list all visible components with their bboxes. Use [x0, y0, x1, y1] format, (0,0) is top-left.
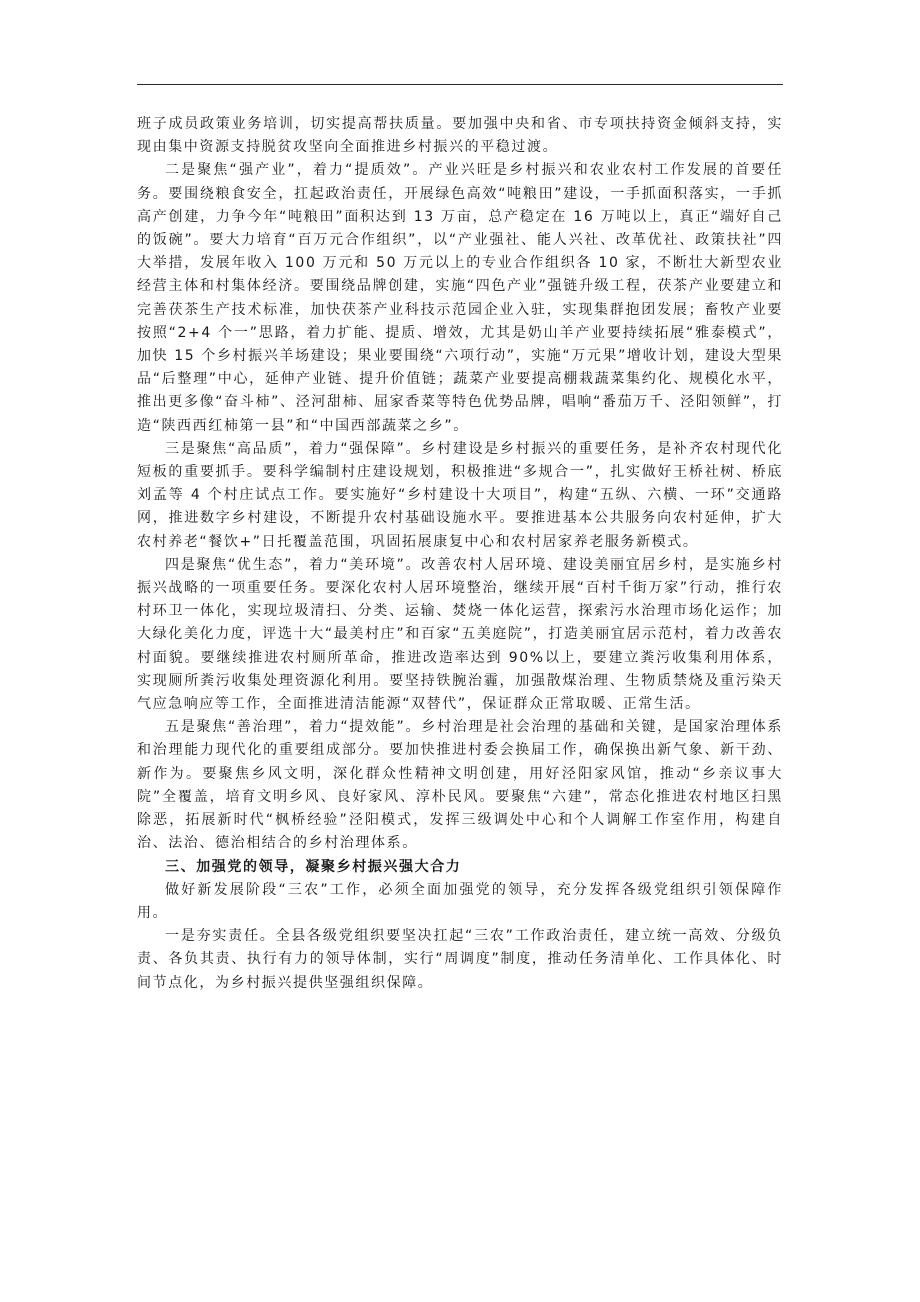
section-heading: 三、加强党的领导，凝聚乡村振兴强大合力 [165, 858, 462, 875]
document-body [137, 113, 783, 995]
header-rule [137, 84, 783, 85]
paragraph-intro: 做好新发展阶段“三农”工作，必须全面加强党的领导，充分发挥各级党组织引领保障作用。 [137, 881, 783, 921]
paragraph-continuation: 班子成员政策业务培训，切实提高帮扶质量。要加强中央和省、市专项扶持资金倾斜支持，实现由集中资源支持脱贫攻坚向全面推进乡村振兴的平稳过渡。 [137, 116, 783, 156]
paragraph-governance: 五是聚焦“善治理”，着力“提效能”。乡村治理是社会治理的基础和关键，是国家治理体系和治理能力现代化的重要组成部分。要加快推进村委会换届工作，确保换出新气象、新干劲、新作为。要聚焦乡风文明，深化群众性精神文明创建，用好泾阳家风馆，推动“乡亲议事大院”全覆盖，培育文明乡风、良好家风、淳朴民风。要聚焦“六建”，常态化推进农村地区扫黑除恶，拓展新时代“枫桥经验”泾阳模式，发挥三级调处中心和个人调解工作室作用，构建自治、法治、德治相结合的乡村治理体系。 [137, 719, 783, 852]
paragraph-ecology: 四是聚焦“优生态”，着力“美环境”。改善农村人居环境、建设美丽宜居乡村，是实施乡村振兴战略的一项重要任务。要深化农村人居环境整治，继续开展“百村千街万家”行动，推行农村环卫一体化，实现垃圾清扫、分类、运输、焚烧一体化运营，探索污水治理市场化运作；加大绿化美化力度，评选十大“最美村庄”和百家“五美庭院”，打造美丽宜居示范村，着力改善农村面貌。要继续推进农村厕所革命，推进改造率达到 90%以上，要建立粪污收集利用体系，实现厕所粪污收集处理资源化利用。要坚持铁腕治霾，加强散煤治理、生物质禁烧及重污染天气应急响应等工作，全面推进清洁能源“双替代”，保证群众正常取暖、正常生活。 [137, 556, 783, 713]
paragraph-responsibility: 一是夯实责任。全县各级党组织要坚决扛起“三农”工作政治责任，建立统一高效、分级负责、各负其责、执行有力的领导体制，实行“周调度”制度，推动任务清单化、工作具体化、时间节点化，为乡村振兴提供坚强组织保障。 [137, 928, 783, 991]
paragraph-industry: 二是聚焦“强产业”，着力“提质效”。产业兴旺是乡村振兴和农业农村工作发展的首要任务。要围绕粮食安全，扛起政治责任，开展绿色高效“吨粮田”建设，一手抓面积落实，一手抓高产创建，力争今年“吨粮田”面积达到 13 万亩，总产稳定在 16 万吨以上，真正“端好自己的饭碗”。要大力培育“百万元合作组织”，以“产业强社、能人兴社、改革优社、政策扶社”四大举措，发展年收入 100 万元和 50 万元以上的专业合作组织各 10 家，不断壮大新型农业经营主体和村集体经济。要围绕品牌创建，实施“四色产业”强链升级工程，茯茶产业要建立和完善茯茶生产技术标准，加快茯茶产业科技示范园企业入驻，实现集群抱团发展；畜牧产业要按照“2+4 个一”思路，着力扩能、提质、增效，尤其是奶山羊产业要持续拓展“雅泰模式”，加快 15 个乡村振兴羊场建设；果业要围绕“六项行动”，实施“万元果”增收计划，建设大型果品“后整理”中心，延伸产业链、提升价值链；蔬菜产业要提高棚栽蔬菜集约化、规模化水平，推出更多像“奋斗柿”、泾河甜柿、屈家香菜等特色优势品牌，唱响“番茄万千、泾阳领鲜”，打造“陕西西红柿第一县”和“中国西部蔬菜之乡”。 [137, 162, 783, 434]
paragraph-quality: 三是聚焦“高品质”，着力“强保障”。乡村建设是乡村振兴的重要任务，是补齐农村现代化短板的重要抓手。要科学编制村庄建设规划，积极推进“多规合一”，扎实做好王桥社树、桥底刘孟等 4 个村庄试点工作。要实施好“乡村建设十大项目”，构建“五纵、六横、一环”交通路网，推进数字乡村建设，不断提升农村基础设施水平。要推进基本公共服务向农村延伸，扩大农村养老“餐饮+”日托覆盖范围，巩固拓展康复中心和农村居家养老服务新模式。 [137, 440, 783, 550]
